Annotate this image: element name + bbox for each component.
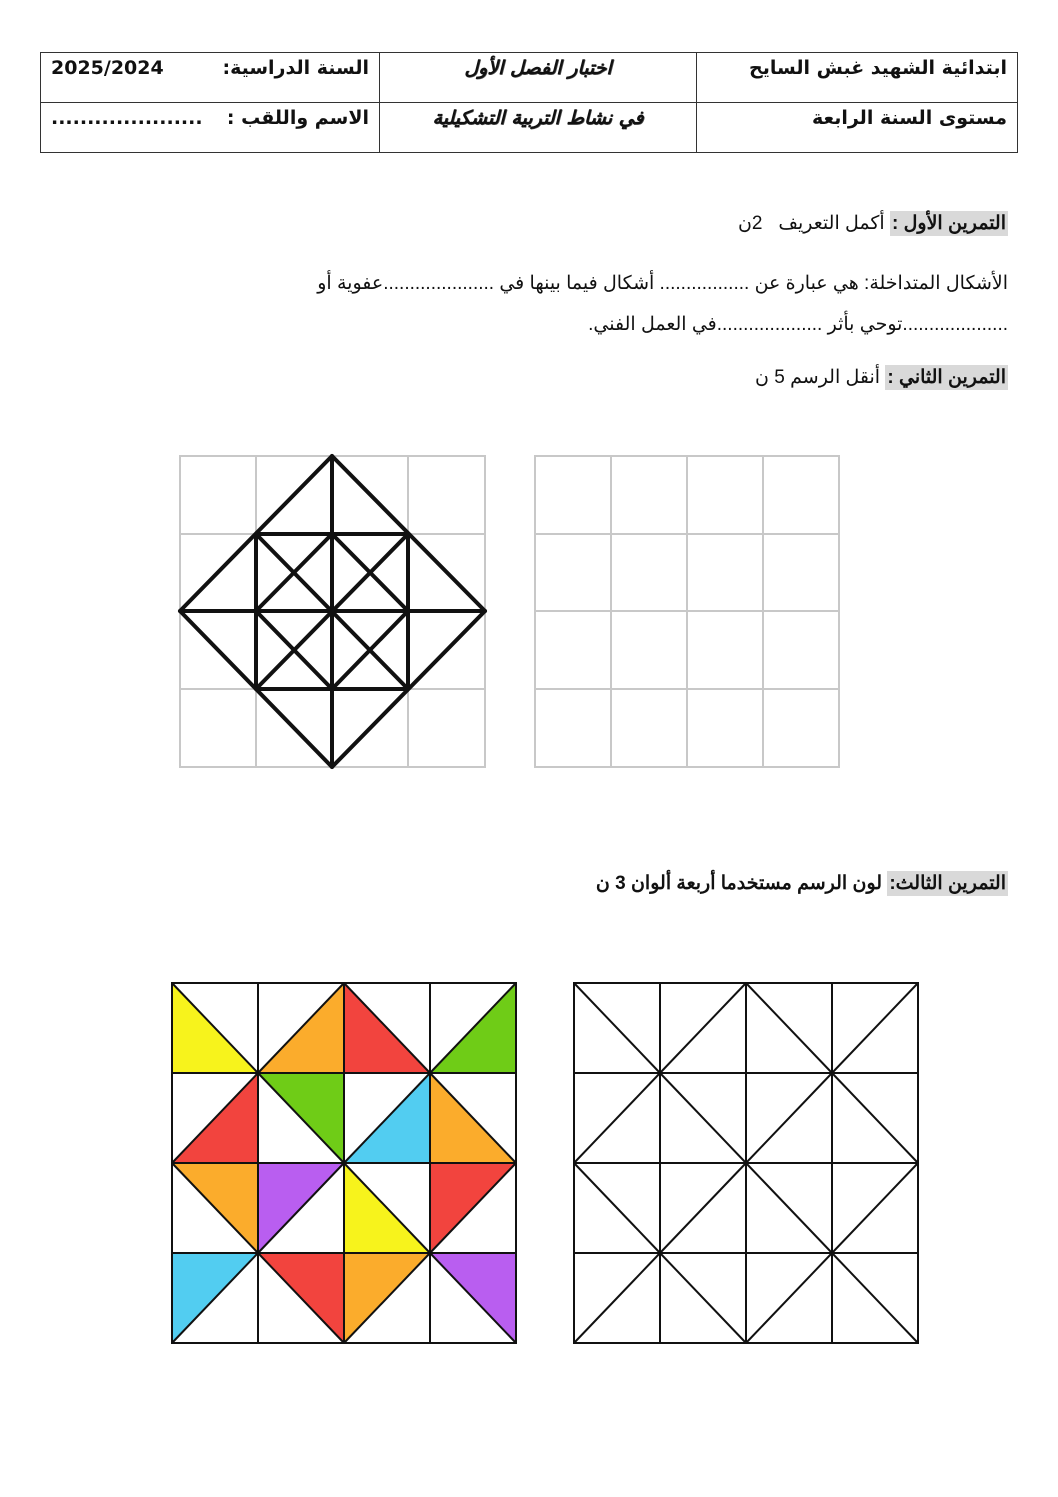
exam-subject: في نشاط التربية التشكيلية bbox=[380, 103, 697, 153]
exam-title: اختبار الفصل الأول bbox=[380, 53, 697, 103]
school-name: ابتدائية الشهيد غبش السايح bbox=[697, 53, 1018, 103]
coloring-pattern[interactable] bbox=[568, 975, 928, 1350]
name-label: الاسم واللقب : bbox=[226, 107, 369, 129]
exercise1-title: التمرين الأول : bbox=[892, 213, 1006, 234]
header-table bbox=[40, 52, 1018, 153]
exercise1-heading bbox=[738, 212, 1008, 235]
exercise3-title: التمرين الثالث: bbox=[889, 873, 1006, 894]
definition-line-1[interactable]: الأشكال المتداخلة: هي عبارة عن ................. أشكال فيما بينها في .....................عفوية أو bbox=[317, 273, 1008, 294]
exercise1-points: 2ن bbox=[737, 213, 763, 234]
definition-line-2[interactable]: ....................توحي بأثر ....................في العمل الفني. bbox=[588, 314, 1008, 335]
name-dots[interactable]: ..................... bbox=[51, 107, 203, 129]
exercise2-heading bbox=[755, 366, 1008, 389]
class-level: مستوى السنة الرابعة bbox=[697, 103, 1018, 153]
exercise3-heading bbox=[596, 872, 1008, 895]
year-cell bbox=[41, 53, 380, 103]
year-label: السنة الدراسية: bbox=[222, 57, 369, 79]
year-value: 2025/2024 bbox=[51, 57, 164, 79]
exercise2-title: التمرين الثاني : bbox=[887, 367, 1006, 388]
colored-model bbox=[165, 975, 525, 1350]
model-drawing bbox=[170, 450, 495, 775]
exercise3-instruction: لون الرسم مستخدما أربعة ألوان 3 ن bbox=[595, 873, 883, 894]
name-cell bbox=[41, 103, 380, 153]
exercise2-instruction: أنقل الرسم 5 ن bbox=[755, 367, 881, 388]
copy-grid[interactable] bbox=[530, 450, 845, 775]
exercise1-instruction: أكمل التعريف bbox=[778, 213, 885, 234]
